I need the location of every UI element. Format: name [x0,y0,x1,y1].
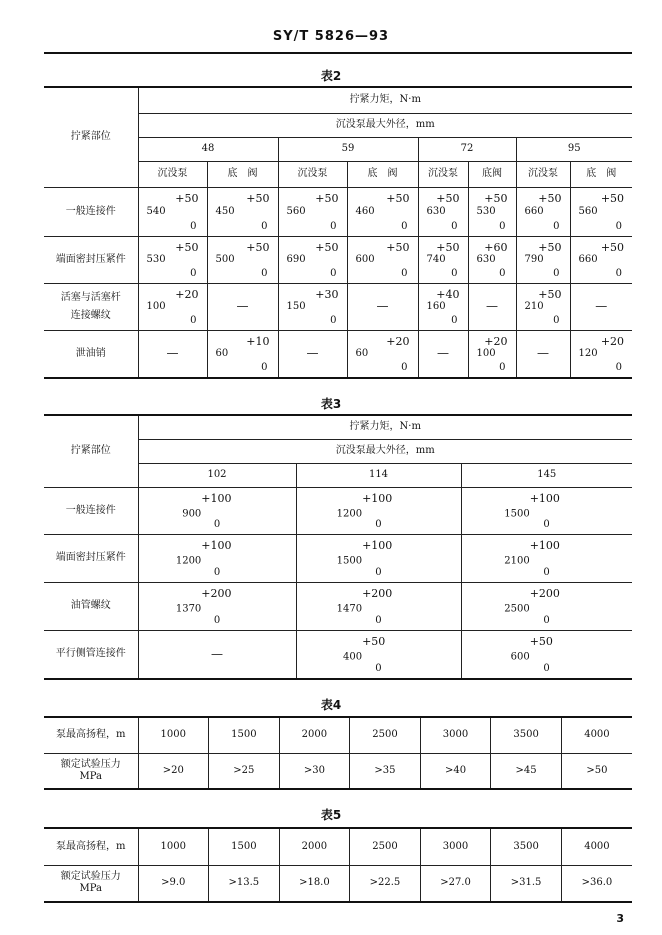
tolerance-upper: +50 [484,191,508,205]
table3 [44,414,632,680]
value-cell [296,582,461,630]
test-pressure-label [44,753,138,789]
torque-base: 1200 [336,508,363,520]
torque-base: 450 [215,205,235,217]
dash-mark: — [211,646,223,661]
value-cell [347,236,418,283]
dash-mark: — [376,299,389,313]
row-label-line: 活塞与活塞杆 [60,291,121,303]
tolerance-upper: +50 [362,634,386,648]
row-label [44,283,138,330]
pump-head-value: 1000 [138,828,209,865]
pump-head-value: 2500 [350,828,421,865]
table3-diameter-145: 145 [461,463,632,487]
tolerance-lower: 0 [615,267,623,279]
torque-base: 60 [215,347,229,359]
value-cell [138,534,296,582]
tolerance-upper: +50 [315,191,339,205]
tolerance-lower: 0 [543,518,550,530]
torque-base: 1370 [175,603,202,615]
torque-base: 900 [182,508,202,520]
test-pressure-value: >20 [138,753,209,789]
test-pressure-value: >36.0 [561,865,632,902]
value-cell [138,236,207,283]
pump-head-value: 1500 [209,717,280,753]
value-cell [461,487,632,534]
pressure-label-text: 额定试验压力 [60,871,121,883]
table-row [44,828,632,865]
tolerance-lower: 0 [190,220,197,232]
value-cell [296,630,461,679]
value-cell [207,330,278,378]
tolerance-upper: +50 [600,240,625,254]
torque-base: 540 [146,205,166,217]
page-number: 3 [616,912,624,925]
tolerance-upper: +20 [386,334,410,348]
torque-base: 460 [355,205,375,217]
value-cell [468,187,516,236]
value-cell [278,236,347,283]
tolerance-upper: +20 [175,287,199,301]
tolerance-upper: +50 [529,634,553,648]
table2-diameter-59: 59 [278,137,418,161]
tolerance-lower: 0 [330,220,337,232]
pump-head-value: 4000 [561,828,632,865]
pressure-unit: MPa [79,883,102,895]
pump-head-value: 3000 [420,717,491,753]
torque-base: 630 [476,253,496,265]
value-cell [516,283,570,330]
table2 [44,86,632,379]
torque-base: 630 [426,205,446,217]
dash-mark: — [437,346,449,360]
tolerance-lower: 0 [451,267,458,279]
value-cell [418,236,468,283]
value-cell [418,283,468,330]
torque-base: 530 [476,205,496,217]
test-pressure-value: >40 [420,753,491,789]
header-rule [44,52,632,54]
torque-base: 2500 [504,603,530,615]
torque-base: 740 [426,253,446,265]
torque-base: 790 [524,253,544,265]
tolerance-lower: 0 [190,314,197,326]
torque-base: 660 [524,205,544,217]
tolerance-lower: 0 [375,662,382,674]
tolerance-lower: 0 [451,314,458,326]
torque-base: 600 [355,253,375,265]
torque-base: 500 [215,253,235,265]
tolerance-lower: 0 [261,361,268,373]
table-row [44,487,632,534]
tolerance-lower: 0 [401,267,408,279]
table2-diameter-72: 72 [418,137,516,161]
value-cell [138,187,207,236]
value-cell [418,330,468,378]
table3-row-header: 拧紧部位 [44,415,138,487]
tolerance-lower: 0 [261,220,268,232]
tolerance-upper: +100 [529,491,560,505]
tolerance-upper: +50 [436,240,460,254]
torque-base: 1500 [336,555,363,567]
table-row [44,753,632,789]
tolerance-lower: 0 [375,614,382,626]
value-cell [461,630,632,679]
value-cell [207,236,278,283]
value-cell [516,236,570,283]
table-row [44,283,632,330]
pump-head-label: 泵最高扬程，m [44,717,138,753]
table3-caption: 表3 [320,397,342,411]
value-cell [347,330,418,378]
tolerance-upper: +100 [201,538,232,552]
table2-diameter-95: 95 [516,137,632,161]
table3-diameter-114: 114 [296,463,461,487]
value-cell [138,330,207,378]
row-label: 泄油销 [44,330,138,378]
tolerance-lower: 0 [401,361,408,373]
table2-torque-label: 拧紧力矩，N·m [138,87,632,113]
tolerance-upper: +50 [246,240,270,254]
tolerance-lower: 0 [615,220,623,232]
table3-diameter-label: 沉没泵最大外径，mm [138,439,632,463]
table2-sub-pump: 沉没泵 [138,161,207,187]
torque-base: 1500 [504,508,530,520]
test-pressure-value: >30 [279,753,350,789]
tolerance-upper: +100 [201,491,232,505]
value-cell [461,582,632,630]
tolerance-lower: 0 [543,614,550,626]
table-row [44,865,632,902]
tolerance-lower: 0 [261,267,268,279]
value-cell [418,187,468,236]
torque-base: 60 [355,347,369,359]
value-cell [468,330,516,378]
torque-base: 210 [524,300,544,312]
torque-base: 560 [578,205,598,217]
table5-caption: 表5 [320,808,342,822]
table2-sub-pump: 沉没泵 [516,161,570,187]
torque-base: 530 [146,253,166,265]
value-cell [468,236,516,283]
tolerance-upper: +200 [362,586,393,600]
test-pressure-value: >22.5 [350,865,421,902]
torque-base: 1470 [336,603,363,615]
value-cell [296,487,461,534]
value-cell [461,534,632,582]
tolerance-upper: +20 [484,334,508,348]
tolerance-lower: 0 [213,518,221,530]
tolerance-upper: +100 [362,491,393,505]
tolerance-upper: +40 [436,287,460,301]
table2-row-header: 拧紧部位 [44,87,138,187]
tolerance-upper: +50 [175,191,199,205]
tolerance-lower: 0 [553,314,560,326]
test-pressure-label [44,865,138,902]
value-cell [278,330,347,378]
value-cell [516,330,570,378]
table4-caption: 表4 [320,698,342,712]
torque-base: 1200 [175,555,202,567]
pump-head-value: 2000 [279,828,350,865]
row-label: 端面密封压紧件 [44,534,138,582]
tolerance-lower: 0 [213,614,221,626]
torque-base: 120 [578,347,598,359]
torque-base: 100 [476,347,496,359]
dash-mark: — [166,346,179,360]
pump-head-value: 1500 [209,828,280,865]
tolerance-lower: 0 [543,662,550,674]
value-cell [138,283,207,330]
test-pressure-value: >27.0 [420,865,491,902]
tolerance-upper: +200 [201,586,232,600]
tolerance-upper: +50 [538,240,562,254]
test-pressure-value: >9.0 [138,865,209,902]
tolerance-lower: 0 [499,267,506,279]
dash-mark: — [486,299,498,313]
value-cell [570,330,632,378]
table2-sub-pump: 沉没泵 [418,161,468,187]
tolerance-lower: 0 [330,314,337,326]
table2-sub-valve: 底阀 [468,161,516,187]
value-cell [278,283,347,330]
tolerance-upper: +100 [529,538,560,552]
tolerance-lower: 0 [615,361,623,373]
tolerance-lower: 0 [375,518,382,530]
table2-diameter-label: 沉没泵最大外径，mm [138,113,632,137]
tolerance-upper: +100 [362,538,393,552]
value-cell [570,283,632,330]
test-pressure-value: >13.5 [209,865,280,902]
table2-sub-valve: 底 阀 [347,161,418,187]
torque-base: 2100 [504,555,530,567]
value-cell [347,187,418,236]
tolerance-lower: 0 [451,220,458,232]
value-cell [138,582,296,630]
tolerance-lower: 0 [543,566,550,578]
pump-head-value: 3000 [420,828,491,865]
pump-head-label: 泵最高扬程，m [44,828,138,865]
tolerance-lower: 0 [375,566,382,578]
table3-torque-label: 拧紧力矩，N·m [138,415,632,439]
value-cell [570,187,632,236]
tolerance-upper: +20 [600,334,625,348]
standard-code-header: SY/T 5826—93 [272,29,390,44]
value-cell [207,283,278,330]
tolerance-lower: 0 [213,566,221,578]
row-label: 一般连接件 [44,487,138,534]
value-cell [516,187,570,236]
tolerance-upper: +50 [175,240,199,254]
test-pressure-value: >50 [561,753,632,789]
dash-mark: — [537,346,549,360]
torque-base: 100 [146,300,166,312]
tolerance-lower: 0 [553,220,560,232]
row-label-line: 连接螺纹 [70,309,111,321]
pump-head-value: 3500 [491,717,562,753]
tolerance-lower: 0 [330,267,337,279]
torque-base: 400 [343,651,363,663]
tolerance-upper: +30 [315,287,339,301]
test-pressure-value: >25 [209,753,280,789]
test-pressure-value: >18.0 [279,865,350,902]
tolerance-upper: +60 [484,240,508,254]
tolerance-lower: 0 [499,220,506,232]
table2-diameter-48: 48 [138,137,278,161]
value-cell [138,630,296,679]
table3-diameter-102: 102 [138,463,296,487]
table5 [44,827,632,903]
row-label: 一般连接件 [44,187,138,236]
test-pressure-value: >31.5 [491,865,562,902]
row-label: 平行侧管连接件 [44,630,138,679]
row-label: 端面密封压紧件 [44,236,138,283]
tolerance-lower: 0 [499,361,506,373]
table-row [44,330,632,378]
table2-caption: 表2 [320,69,342,83]
value-cell [278,187,347,236]
table2-sub-pump: 沉没泵 [278,161,347,187]
pump-head-value: 3500 [491,828,562,865]
table-row [44,236,632,283]
torque-base: 160 [426,300,446,312]
torque-base: 690 [286,253,306,265]
tolerance-lower: 0 [401,220,408,232]
pressure-unit: MPa [79,770,102,782]
tolerance-upper: +50 [246,191,270,205]
pump-head-value: 4000 [561,717,632,753]
row-label: 油管螺纹 [44,582,138,630]
dash-mark: — [595,299,608,313]
tolerance-upper: +50 [538,191,562,205]
torque-base: 560 [286,205,306,217]
test-pressure-value: >45 [491,753,562,789]
tolerance-upper: +10 [246,334,270,348]
table-row [44,187,632,236]
value-cell [296,534,461,582]
tolerance-lower: 0 [553,267,560,279]
value-cell [570,236,632,283]
torque-base: 150 [286,300,306,312]
pump-head-value: 2000 [279,717,350,753]
pressure-label-text: 额定试验压力 [60,758,121,770]
tolerance-upper: +200 [529,586,560,600]
torque-base: 660 [578,253,598,265]
table2-sub-valve: 底 阀 [207,161,278,187]
tolerance-lower: 0 [190,267,197,279]
value-cell [207,187,278,236]
table-row [44,630,632,679]
tolerance-upper: +50 [386,191,410,205]
value-cell [138,487,296,534]
tolerance-upper: +50 [600,191,625,205]
value-cell [347,283,418,330]
dash-mark: — [236,299,249,313]
tolerance-upper: +50 [386,240,410,254]
test-pressure-value: >35 [350,753,421,789]
table-row [44,717,632,753]
tolerance-upper: +50 [538,287,562,301]
torque-base: 600 [510,651,530,663]
value-cell [468,283,516,330]
table2-sub-valve: 底 阀 [570,161,632,187]
pump-head-value: 1000 [138,717,209,753]
tolerance-upper: +50 [436,191,460,205]
table4 [44,716,632,790]
tolerance-upper: +50 [315,240,339,254]
dash-mark: — [306,346,319,360]
table-row [44,534,632,582]
table-row [44,582,632,630]
pump-head-value: 2500 [350,717,421,753]
